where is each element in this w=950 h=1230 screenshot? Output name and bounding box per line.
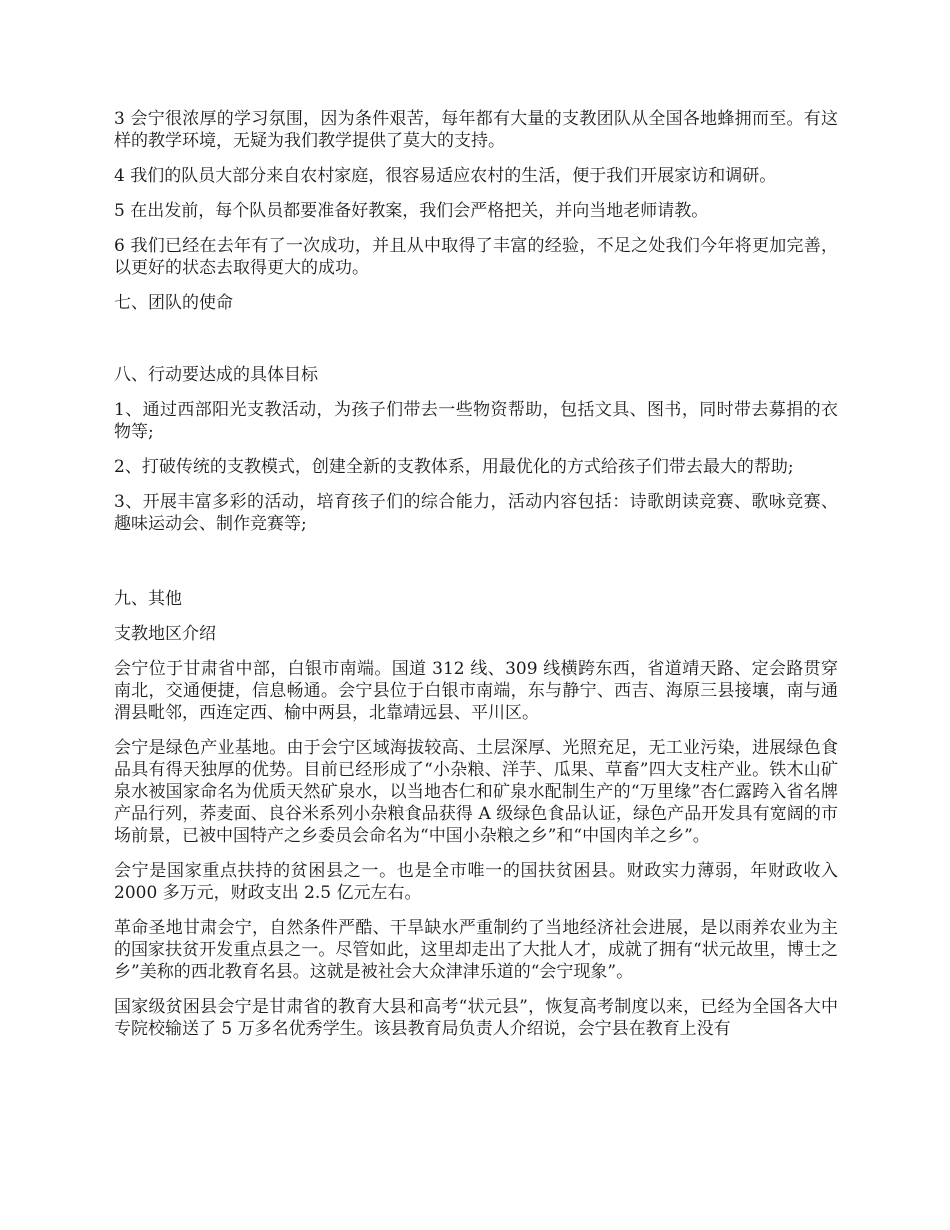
intro-paragraph-4: 革命圣地甘肃会宁，自然条件严酷、干旱缺水严重制约了当地经济社会进展，是以雨养农业为主的国家扶贫开发重点县之一。尽管如此，这里却走出了大批人才，成就了拥有“状元故里，博士之乡”美称的西北教育名县。这就是被社会大众津津乐道的“会宁现象”。: [114, 918, 838, 982]
section-heading-7: 七、团队的使命: [114, 293, 233, 313]
paragraph-item-3: 3 会宁很浓厚的学习氛围，因为条件艰苦，每年都有大量的支教团队从全国各地蜂拥而至。有这样的教学环境，无疑为我们教学提供了莫大的支持。: [114, 109, 838, 151]
section-heading-8: 八、行动要达成的具体目标: [114, 365, 318, 385]
document-page: [114, 108, 838, 1053]
section-spacer: [114, 548, 838, 588]
section-spacer: [114, 327, 838, 364]
intro-paragraph-1: 会宁位于甘肃省中部，白银市南端。国道 312 线、309 线横跨东西，省道靖天路、定会路贯穿南北，交通便捷，信息畅通。会宁县位于白银市南端，东与静宁、西吉、海原三县接壤，南与通渭县毗邻，西连定西、榆中两县，北靠靖远县、平川区。: [114, 659, 838, 723]
goal-item-1: 1、通过西部阳光支教活动，为孩子们带去一些物资帮助，包括文具、图书，同时带去募捐的衣物等;: [114, 400, 838, 442]
goal-item-2: 2、打破传统的支教模式，创建全新的支教体系，用最优化的方式给孩子们带去最大的帮助;: [114, 457, 794, 477]
section-heading-9: 九、其他: [114, 589, 182, 609]
subheading: 支教地区介绍: [114, 624, 216, 644]
paragraph-item-6: 6 我们已经在去年有了一次成功，并且从中取得了丰富的经验，不足之处我们今年将更加完善，以更好的状态去取得更大的成功。: [114, 236, 838, 278]
paragraph-item-4: 4 我们的队员大部分来自农村家庭，很容易适应农村的生活，便于我们开展家访和调研。: [114, 166, 777, 186]
intro-paragraph-5: 国家级贫困县会宁是甘肃省的教育大县和高考“状元县”，恢复高考制度以来，已经为全国各大中专院校输送了 5 万多名优秀学生。该县教育局负责人介绍说，会宁县在教育上没有: [114, 997, 838, 1039]
intro-paragraph-3: 会宁是国家重点扶持的贫困县之一。也是全市唯一的国扶贫困县。财政实力薄弱，年财政收入 2000 多万元，财政支出 2.5 亿元左右。: [114, 861, 838, 903]
intro-paragraph-2: 会宁是绿色产业基地。由于会宁区域海拔较高、土层深厚、光照充足，无工业污染，进展绿色食品具有得天独厚的优势。目前已经形成了“小杂粮、洋芋、瓜果、草畜”四大支柱产业。铁木山矿泉水被国家命名为优质天然矿泉水，以当地杏仁和矿泉水配制生产的“万里缘”杏仁露跨入省名牌产品行列，荞麦面、良谷米系列小杂粮食品获得 A 级绿色食品认证，绿色产品开发具有宽阔的市场前景，已被中国特产之乡委员会命名为“中国小杂粮之乡”和“中国肉羊之乡”。: [114, 738, 838, 846]
goal-item-3: 3、开展丰富多彩的活动，培育孩子们的综合能力，活动内容包括：诗歌朗读竞赛、歌咏竞赛、趣味运动会、制作竞赛等;: [114, 492, 838, 534]
paragraph-item-5: 5 在出发前，每个队员都要准备好教案，我们会严格把关，并向当地老师请教。: [114, 201, 709, 221]
